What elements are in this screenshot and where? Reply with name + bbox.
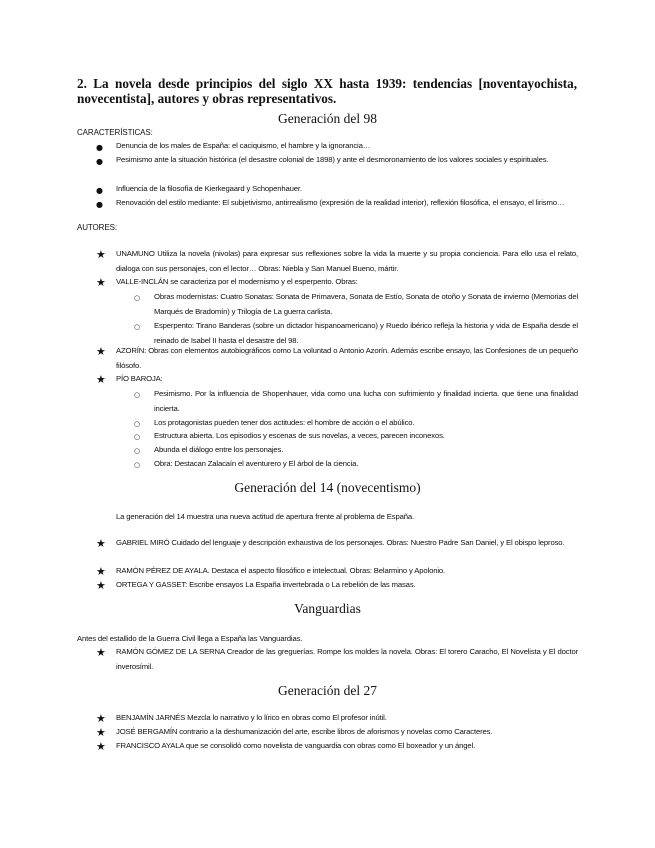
author-benjamin-jarnes: BENJAMÍN JARNÉS Mezcla lo narrativo y lo lírico en obras como El profesor inútil.: [116, 713, 387, 722]
page-title: 2. La novela desde principios del siglo XX hasta 1939: tendencias [noventayochista, novecentista], autores y obras representativos.: [77, 76, 577, 106]
star-bullet-icon: ★: [96, 345, 106, 358]
list-item: Esperpento: Tirano Banderas (sobre un dictador hispanoamericano) y Ruedo ibérico refleja la historia y vida de España desde el reinado de Isabel II hasta el desastre del 98.: [154, 321, 578, 345]
caracteristicas-label: CARACTERÍSTICAS:: [77, 128, 153, 137]
star-bullet-icon: ★: [96, 248, 106, 261]
star-bullet-icon: ★: [96, 373, 106, 386]
star-bullet-icon: ★: [96, 712, 106, 725]
list-item: Los protagonistas pueden tener dos actitudes: el hombre de acción o el abúlico.: [154, 418, 415, 427]
author-ortega-y-gasset: ORTEGA Y GASSET: Escribe ensayos La España invertebrada o La rebelión de las masas.: [116, 580, 416, 589]
list-item: Abunda el diálogo entre los personajes.: [154, 445, 284, 454]
section-intro: Antes del estallido de la Guerra Civil llega a España las Vanguardias.: [77, 634, 303, 643]
circle-bullet-icon: ○: [134, 461, 141, 469]
circle-bullet-icon: ○: [134, 433, 141, 441]
list-item: Obras modernistas: Cuatro Sonatas: Sonata de Primavera, Sonata de Estío, Sonata de otoño y Sonata de invierno (Memorias del Marqués de Bradomín) y Trilogía de La guerra carlista.: [154, 292, 578, 316]
star-bullet-icon: ★: [96, 579, 106, 592]
heading-generacion-27: Generación del 27: [278, 683, 377, 698]
author-gomez-de-la-serna: RAMÓN GÓMEZ DE LA SERNA Creador de las greguerías. Rompe los moldes la novela. Obras: El torero Caracho, El Novelista y El doctor inverosímil.: [116, 647, 578, 671]
heading-generacion-14: Generación del 14 (novecentismo): [234, 480, 421, 495]
author-azorin: AZORÍN: Obras con elementos autobiográficos como La voluntad o Antonio Azorín. Además escribe ensayo, las Confesiones de un pequeño filósofo.: [116, 346, 578, 370]
author-pio-baroja: PÍO BAROJA:: [116, 374, 163, 383]
author-francisco-ayala: FRANCISCO AYALA que se consolidó como novelista de vanguardia con obras como El boxeador y un ángel.: [116, 741, 476, 750]
bullet-icon: ●: [96, 157, 103, 166]
list-item: Pesimismo. Por la influencia de Shopenhauer, vida como una lucha con sufrimiento y finalidad incierta. que tiene una finalidad incierta.: [154, 389, 578, 413]
star-bullet-icon: ★: [96, 537, 106, 550]
circle-bullet-icon: ○: [134, 391, 141, 399]
circle-bullet-icon: ○: [134, 420, 141, 428]
circle-bullet-icon: ○: [134, 323, 141, 331]
list-item: Denuncia de los males de España: el caciquismo, el hambre y la ignorancia…: [116, 141, 371, 150]
bullet-icon: ●: [96, 200, 103, 209]
star-bullet-icon: ★: [96, 740, 106, 753]
author-gabriel-miro: GABRIEL MIRÓ Cuidado del lenguaje y descripción exhaustiva de los personajes. Obras: Nuestro Padre San Daniel, y El obispo leproso.: [116, 538, 565, 547]
section-intro: La generación del 14 muestra una nueva actitud de apertura frente al problema de España.: [116, 512, 414, 521]
list-item: Renovación del estilo mediante: El subjetivismo, antirrealismo (expresión de la realidad interior), reflexión filosófica, el ensayo, el lirismo…: [116, 198, 565, 207]
star-bullet-icon: ★: [96, 565, 106, 578]
list-item: Obra: Destacan Zalacaín el aventurero y El árbol de la ciencia.: [154, 459, 359, 468]
author-valle-inclan: VALLE-INCLÁN se caracteriza por el modernismo y el esperpento. Obras:: [116, 277, 358, 286]
star-bullet-icon: ★: [96, 726, 106, 739]
heading-generacion-98: Generación del 98: [278, 111, 377, 126]
star-bullet-icon: ★: [96, 276, 106, 289]
star-bullet-icon: ★: [96, 646, 106, 659]
author-perez-de-ayala: RAMÓN PÉREZ DE AYALA. Destaca el aspecto filosófico e intelectual. Obras: Belarmino y Apolonio.: [116, 566, 445, 575]
circle-bullet-icon: ○: [134, 294, 141, 302]
autores-label: AUTORES:: [77, 223, 117, 232]
bullet-icon: ●: [96, 186, 103, 195]
author-unamuno: UNAMUNO Utiliza la novela (nivolas) para expresar sus reflexiones sobre la vida la muerte y su propia conciencia. Para ello usa el relato, dialoga con sus personajes, con el lector… Obras: Niebla y San Manuel Bueno, mártir.: [116, 249, 578, 273]
circle-bullet-icon: ○: [134, 447, 141, 455]
author-jose-bergamin: JOSÉ BERGAMÍN contrario a la deshumanización del arte, escribe libros de aforismos y novelas como Caracteres.: [116, 727, 493, 736]
list-item: Influencia de la filosofía de Kierkegaard y Schopenhauer.: [116, 184, 302, 193]
list-item: Estructura abierta. Los episodios y escenas de sus novelas, a veces, parecen inconexos.: [154, 431, 445, 440]
list-item: Pesimismo ante la situación histórica (el desastre colonial de 1898) y ante el desmoronamiento de los valores sociales y espirituales.: [116, 155, 549, 164]
bullet-icon: ●: [96, 143, 103, 152]
heading-vanguardias: Vanguardias: [294, 601, 361, 616]
